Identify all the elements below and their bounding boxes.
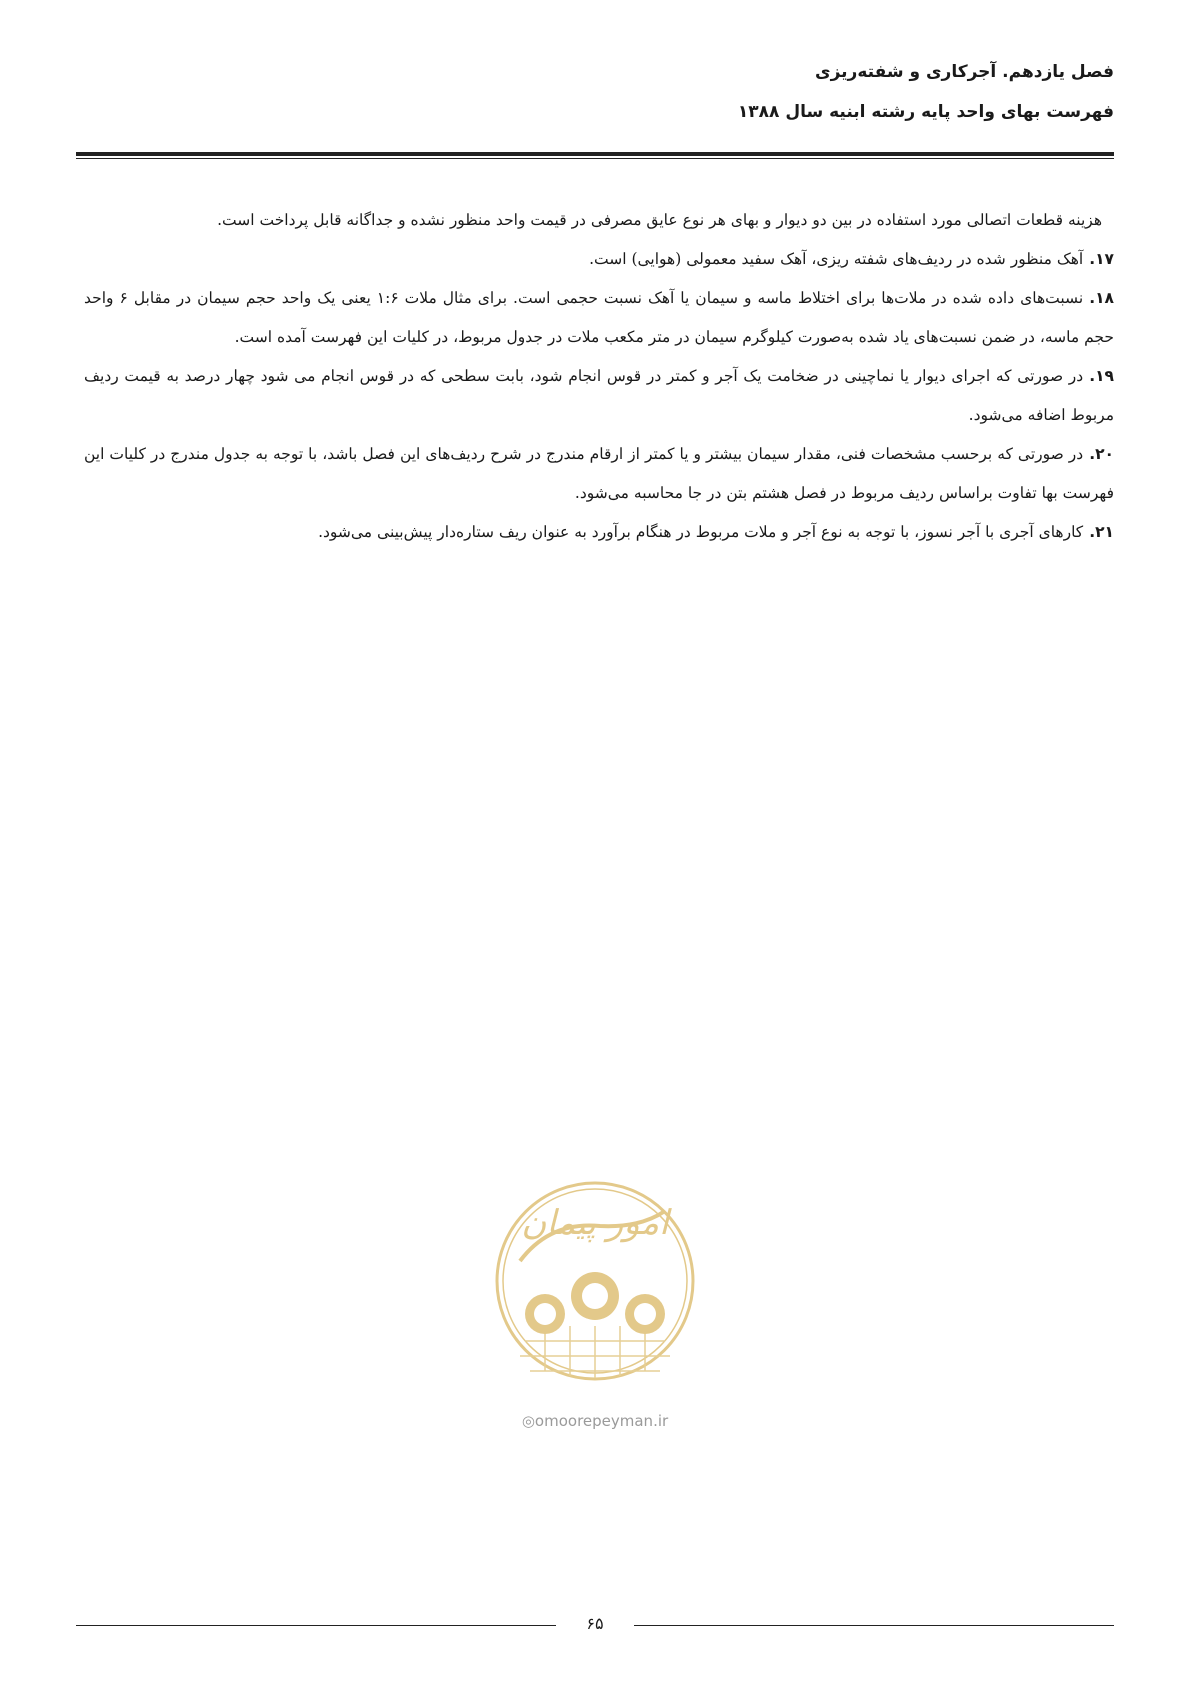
paragraph-text: نسبت‌های داده شده در ملات‌ها برای اختلاط ماسه و سیمان یا آهک نسبت حجمی است. برای مثال ملات ۱:۶ یعنی یک واحد حجم سیمان در مقابل ۶ واحد حجم ماسه، در ضمن نسبت‌های یاد شده به‌صورت کیلوگرم سیمان در متر مکعب ملات در جدول مربوط، در کلیات این فهرست آمده است. [84,289,1114,346]
page-number: ۶۵ [586,1614,604,1633]
body-text [84,201,1114,552]
paragraph-text: در صورتی که برحسب مشخصات فنی، مقدار سیمان بیشتر و یا کمتر از ارقام مندرج در شرح ردیف‌های این فصل باشد، با توجه به جدول مندرج در کلیات این فهرست بها تفاوت براساس ردیف مربوط در فصل هشتم بتن در جا محاسبه می‌شود. [84,445,1114,502]
header-rule-thin [76,158,1114,159]
paragraph-number: ۱۹. [1089,367,1114,385]
paragraph-number: ۲۱. [1089,523,1114,541]
paragraph-19 [84,357,1114,435]
header-rule-thick [76,152,1114,156]
paragraph-text: کارهای آجری با آجر نسوز، با توجه به نوع آجر و ملات مربوط در هنگام برآورد به عنوان ریف ستاره‌دار پیش‌بینی می‌شود. [318,523,1084,541]
paragraph-number: ۱۷. [1089,250,1114,268]
paragraph-21 [84,513,1114,552]
paragraph-18 [84,279,1114,357]
instagram-icon: ◎ [521,1412,535,1430]
page-header [76,60,1114,124]
paragraph-number: ۱۸. [1089,289,1114,307]
paragraph-17 [84,240,1114,279]
book-title: فهرست بهای واحد پایه رشته ابنیه سال ۱۳۸۸ [737,102,1114,122]
paragraph-number: ۲۰. [1089,445,1114,463]
paragraph-text: هزینه قطعات اتصالی مورد استفاده در بین دو دیوار و بهای هر نوع عایق مصرفی در قیمت واحد منظور نشده و جداگانه قابل پرداخت است. [217,211,1102,229]
watermark-logo-icon [490,1166,700,1406]
paragraph-text: آهک منظور شده در ردیف‌های شفته ریزی، آهک سفید معمولی (هوایی) است. [589,250,1084,268]
paragraph-text: در صورتی که اجرای دیوار یا نماچینی در ضخامت یک آجر و کمتر در قوس انجام شود، بابت سطحی که در قوس انجام می شود چهار درصد به قیمت ردیف مربوط اضافه می‌شود. [84,367,1114,424]
page-footer [76,1614,1114,1638]
footer-rule-right [634,1625,1114,1626]
watermark-url [495,1412,695,1430]
watermark-logo-text: امور پیمان [521,1203,669,1243]
watermark-url-text: omoorepeyman.ir [534,1412,669,1430]
chapter-title: فصل یازدهم. آجرکاری و شفته‌ریزی [815,62,1114,82]
paragraph-intro [84,201,1114,240]
paragraph-20 [84,435,1114,513]
